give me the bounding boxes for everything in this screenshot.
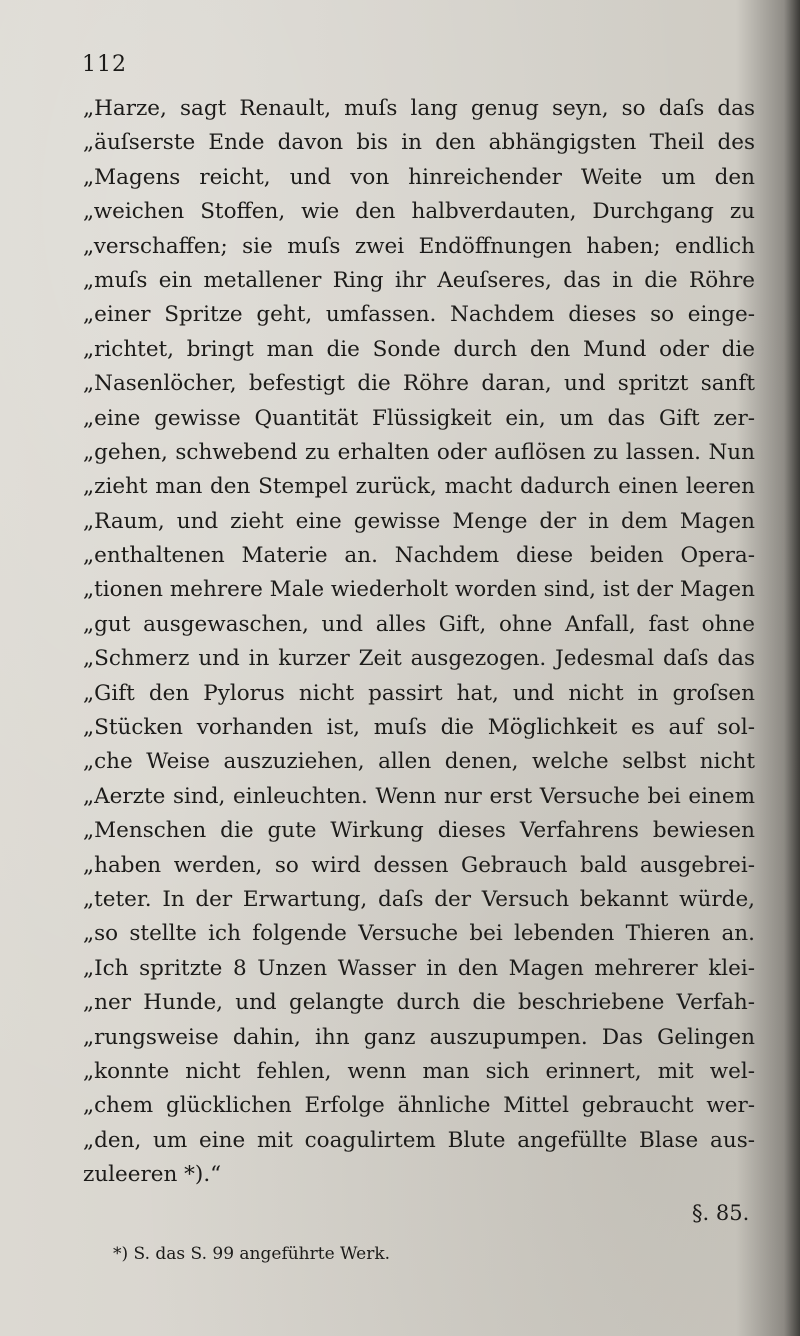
footnote: *) S. das S. 99 angeführte Werk. <box>113 1244 391 1264</box>
text-line: „Nasenlöcher, befestigt die Röhre daran, und spritzt sanft <box>83 371 755 397</box>
text-line: „rungsweise dahin, ihn ganz auszupumpen. Das Gelingen <box>83 1024 755 1050</box>
section-mark: §. 85. <box>692 1201 750 1225</box>
text-line: „richtet, bringt man die Sonde durch den Mund oder die <box>83 336 755 362</box>
text-line: „äuſserste Ende davon bis in den abhängigsten Theil des <box>83 130 755 156</box>
text-line: „Schmerz und in kurzer Zeit ausgezogen. Jedesmal daſs das <box>83 646 755 672</box>
text-line: „che Weise auszuziehen, allen denen, welche selbst nicht <box>83 749 755 775</box>
text-line: „einer Spritze geht, umfassen. Nachdem dieses so einge- <box>83 302 755 328</box>
text-line: „chem glücklichen Erfolge ähnliche Mittel gebraucht wer- <box>83 1093 755 1119</box>
text-line: „Gift den Pylorus nicht passirt hat, und nicht in groſsen <box>83 680 755 706</box>
text-line: „Menschen die gute Wirkung dieses Verfahrens bewiesen <box>83 818 755 844</box>
text-line: „muſs ein metallener Ring ihr Aeuſseres, das in die Röhre <box>83 267 755 293</box>
text-line: „gehen, schwebend zu erhalten oder auflösen zu lassen. Nun <box>83 439 755 465</box>
text-line: „tionen mehrere Male wiederholt worden sind, ist der Magen <box>83 577 755 603</box>
page-number: 112 <box>82 52 127 77</box>
text-line: „konnte nicht fehlen, wenn man sich erinnert, mit wel- <box>83 1058 755 1084</box>
text-line: „Raum, und zieht eine gewisse Menge der in dem Magen <box>83 508 755 534</box>
text-line: „haben werden, so wird dessen Gebrauch bald ausgebrei- <box>83 852 755 878</box>
text-line: „enthaltenen Materie an. Nachdem diese beiden Opera- <box>83 543 755 569</box>
text-line: „zieht man den Stempel zurück, macht dadurch einen leeren <box>83 474 755 500</box>
text-line: „teter. In der Erwartung, daſs der Versuch bekannt würde, <box>83 886 755 912</box>
text-line: „Stücken vorhanden ist, muſs die Möglichkeit es auf sol- <box>83 715 755 741</box>
text-line: „ner Hunde, und gelangte durch die beschriebene Verfah- <box>83 990 755 1016</box>
text-line: „gut ausgewaschen, und alles Gift, ohne Anfall, fast ohne <box>83 611 755 637</box>
text-line: „Harze, sagt Renault, muſs lang genug seyn, so daſs das <box>83 96 755 121</box>
body-text <box>83 92 755 1193</box>
text-line: „den, um eine mit coagulirtem Blute angefüllte Blase aus- <box>83 1127 755 1153</box>
text-line: „Ich spritzte 8 Unzen Wasser in den Magen mehrerer klei- <box>83 955 755 981</box>
text-line: „so stellte ich folgende Versuche bei lebenden Thieren an. <box>83 921 755 947</box>
text-line-last: zuleeren *).“ <box>83 1162 222 1188</box>
text-line: „verschaffen; sie muſs zwei Endöffnungen haben; endlich <box>83 233 755 259</box>
text-line: „Aerzte sind, einleuchten. Wenn nur erst Versuche bei einem <box>83 783 755 809</box>
text-line: „Magens reicht, und von hinreichender Weite um den <box>83 164 755 190</box>
text-line: „eine gewisse Quantität Flüssigkeit ein, um das Gift zer- <box>83 405 755 431</box>
text-line: „weichen Stoffen, wie den halbverdauten, Durchgang zu <box>83 199 755 225</box>
